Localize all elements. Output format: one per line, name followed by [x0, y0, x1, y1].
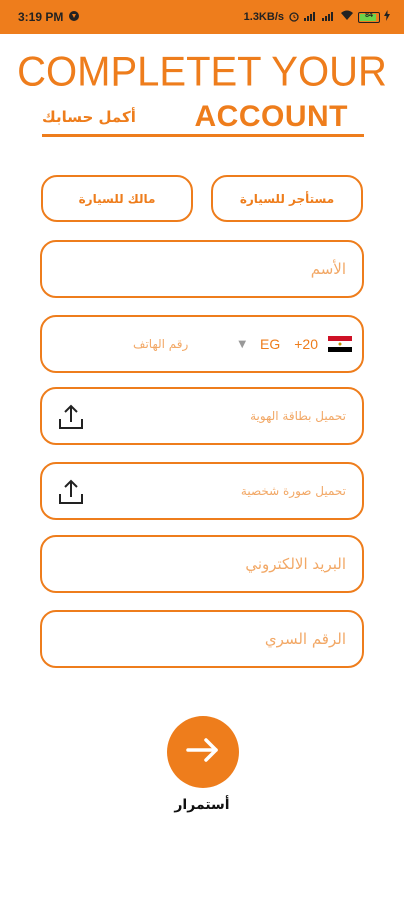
name-field[interactable] — [40, 240, 364, 298]
status-bar — [0, 0, 404, 34]
phone-field[interactable] — [40, 315, 364, 373]
charging-icon — [384, 10, 390, 24]
renter-button[interactable] — [211, 175, 363, 222]
photo-upload-label: تحميل صورة شخصية — [240, 484, 346, 498]
status-left — [18, 10, 80, 25]
status-time: 3:19 PM — [18, 10, 64, 24]
upload-icon[interactable] — [58, 478, 84, 506]
email-field[interactable] — [40, 535, 364, 593]
status-right — [244, 10, 390, 25]
country-code[interactable]: EG — [260, 336, 281, 352]
battery-icon: 84 — [358, 12, 380, 23]
notification-icon — [68, 10, 80, 25]
photo-upload-field[interactable] — [40, 462, 364, 520]
continue-label[interactable]: أستمرار — [174, 797, 230, 813]
title-divider — [42, 134, 364, 137]
owner-button[interactable] — [41, 175, 193, 222]
page-title-line2: ACCOUNT — [194, 100, 348, 133]
arrow-right-icon — [185, 736, 221, 768]
id-card-upload-label: تحميل بطاقة الهوية — [250, 409, 346, 423]
password-placeholder: الرقم السري — [264, 630, 346, 648]
id-card-upload-field[interactable] — [40, 387, 364, 445]
owner-button-label: مالك للسيارة — [78, 191, 156, 206]
signal-icon — [304, 10, 318, 24]
email-placeholder: البريد الالكتروني — [245, 555, 346, 573]
network-speed: 1.3KB/s — [243, 11, 284, 23]
wifi-icon — [340, 10, 354, 24]
page-subtitle: أكمل حسابك — [42, 108, 136, 126]
dial-code: +20 — [294, 336, 318, 352]
signal-icon-2 — [322, 10, 336, 24]
name-placeholder: الأسم — [310, 260, 346, 278]
phone-placeholder: رقم الهاتف — [133, 337, 189, 351]
page-title-line1: COMPLETET YOUR — [17, 48, 387, 96]
caret-down-icon[interactable]: ▼ — [238, 338, 247, 350]
continue-button[interactable] — [167, 716, 239, 788]
alarm-icon — [288, 10, 300, 25]
password-field[interactable] — [40, 610, 364, 668]
egypt-flag-icon[interactable] — [328, 336, 352, 352]
renter-button-label: مستأجر للسيارة — [239, 191, 335, 206]
upload-icon[interactable] — [58, 403, 84, 431]
